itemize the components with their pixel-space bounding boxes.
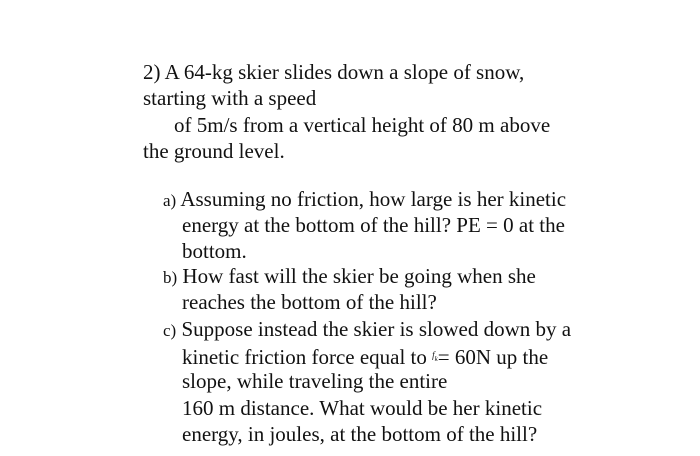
part-a-text-2: energy at the bottom of the hill? PE = 0 at the: [182, 213, 565, 237]
part-b-line-1: [163, 263, 536, 291]
part-b-label: b): [163, 268, 178, 287]
problem-text-2: starting with a speed: [143, 86, 317, 110]
problem-number: 2): [143, 60, 161, 84]
friction-symbol-sub: k: [434, 354, 438, 363]
part-c-text-2: kinetic friction force equal to: [182, 345, 427, 369]
part-c-equals: =: [437, 345, 450, 369]
problem-text-4: the ground level.: [143, 139, 285, 163]
problem-text-3: of 5m/s from a vertical height of 80 m above: [174, 113, 551, 137]
part-c-label: c): [163, 321, 177, 340]
part-a-label: a): [163, 191, 177, 210]
part-c-text-4: slope, while traveling the entire: [182, 369, 448, 393]
problem-line-1: [143, 59, 524, 85]
friction-symbol-f: f: [432, 350, 435, 360]
problem-text-1: A 64-kg skier slides down a slope of snow,: [164, 60, 525, 84]
part-c-text-1: Suppose instead the skier is slowed down by a: [181, 317, 572, 341]
part-c-line-1: [163, 316, 571, 344]
part-c-text-6: energy, in joules, at the bottom of the hill?: [182, 422, 538, 446]
part-c-text-5: 160 m distance. What would be her kinetic: [182, 396, 543, 420]
part-c-text-3: 60N up the: [454, 345, 549, 369]
part-a-text-1: Assuming no friction, how large is her kinetic: [180, 187, 567, 211]
part-b-text-2: reaches the bottom of the hill?: [182, 290, 437, 314]
part-a-line-1: [163, 186, 566, 214]
part-b-text-1: How fast will the skier be going when she: [182, 264, 536, 288]
part-a-text-3: bottom.: [182, 239, 247, 263]
